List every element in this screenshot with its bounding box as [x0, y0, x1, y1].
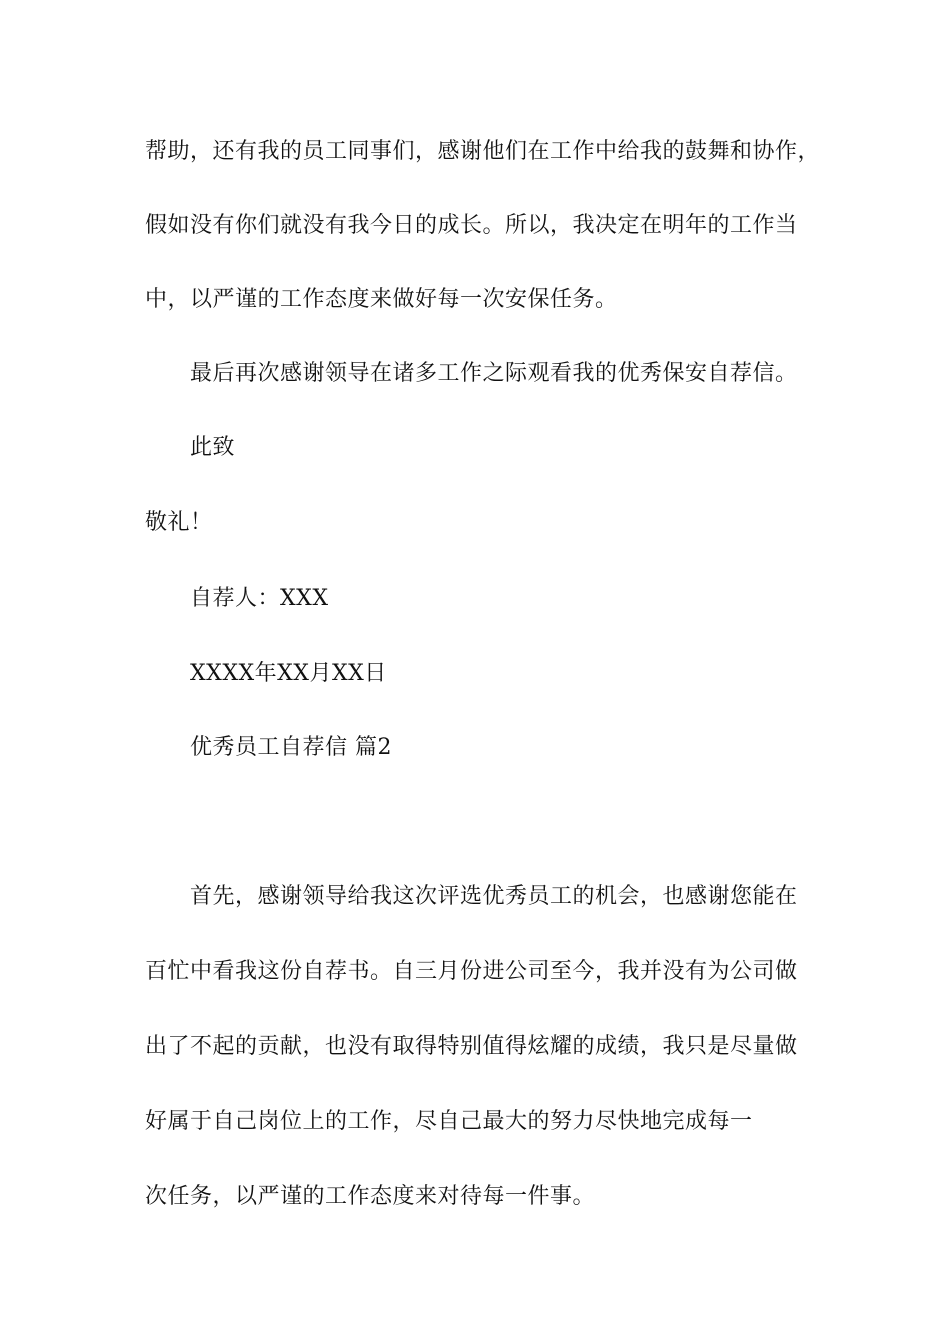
signature-line: 自荐人：XXX: [190, 586, 329, 611]
section-heading: 优秀员工自荐信 篇2: [190, 735, 392, 760]
paragraph-line: 首先，感谢领导给我这次评选优秀员工的机会，也感谢您能在: [190, 884, 798, 909]
paragraph-line: 出了不起的贡献，也没有取得特别值得炫耀的成绩，我只是尽量做: [145, 1034, 798, 1059]
date-line: XXXX年XX月XX日: [190, 661, 387, 686]
salutation-ci-zhi: 此致: [190, 435, 236, 460]
paragraph-line: 次任务，以严谨的工作态度来对待每一件事。: [145, 1184, 596, 1209]
paragraph-line: 中，以严谨的工作态度来做好每一次安保任务。: [145, 287, 618, 312]
paragraph-line: 假如没有你们就没有我今日的成长。所以，我决定在明年的工作当: [145, 213, 798, 238]
closing-paragraph: 最后再次感谢领导在诸多工作之际观看我的优秀保安自荐信。: [190, 361, 798, 386]
salutation-jing-li: 敬礼！: [145, 510, 213, 535]
paragraph-line: 百忙中看我这份自荐书。自三月份进公司至今，我并没有为公司做: [145, 959, 798, 984]
paragraph-line: 帮助，还有我的员工同事们，感谢他们在工作中给我的鼓舞和协作，: [145, 139, 821, 164]
paragraph-line: 好属于自己岗位上的工作，尽自己最大的努力尽快地完成每一: [145, 1109, 753, 1134]
